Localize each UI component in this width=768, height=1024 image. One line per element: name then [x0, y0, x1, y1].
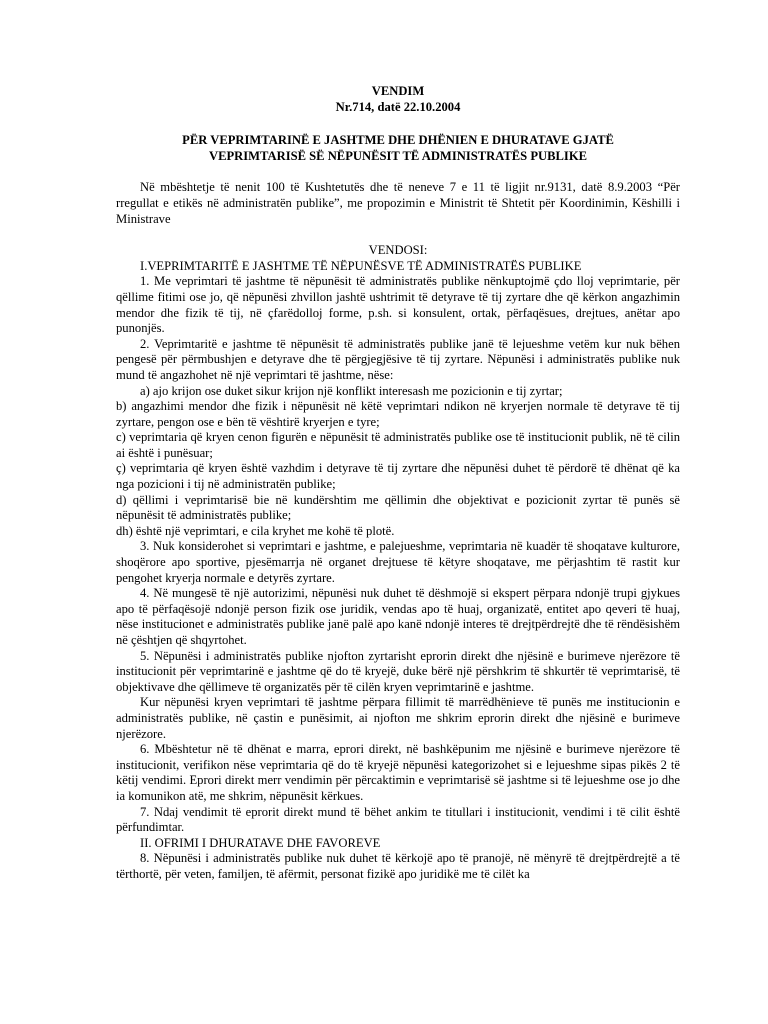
paragraph-2-a: a) ajo krijon ose duket sikur krijon një konflikt interesash me pozicionin e tij zyrtar; — [140, 383, 563, 398]
paragraph-2-c: c) veprimtaria që kryen cenon figurën e nëpunësit të administratës publike ose të institucionit publik, në të cilin ai është i punësuar; — [116, 430, 680, 460]
document-subject — [116, 133, 680, 164]
paragraph-2-dh: dh) është një veprimtari, e cila kryhet me kohë të plotë. — [116, 523, 395, 538]
paragraph-8: 8. Nëpunësi i administratës publike nuk duhet të kërkojë apo të pranojë, në mënyrë të drejtpërdrejtë a të tërthortë, për veten, familjen, të afërmit, personat fizikë apo juridikë me të cilët ka — [116, 851, 680, 881]
preamble-paragraph: Në mbështetje të nenit 100 të Kushtetutës dhe të neneve 7 e 11 të ligjit nr.9131, datë 8.9.2003 “Për rregullat e etikës në administratën publike”, me propozimin e Ministrit të Shtetit për Koordinimin, Këshilli i Ministrave — [116, 180, 680, 226]
document-body — [116, 84, 680, 883]
document-header — [116, 84, 680, 115]
paragraph-3: 3. Nuk konsiderohet si veprimtari e jashtme, e palejueshme, veprimtaria në kuadër të shoqatave kulturore, shoqërore apo sportive, pjesëmarrja në organet drejtuese të këtyre shoqatave, me përjashtim të rastit kur pengohet kryerja normale e detyrës zyrtare. — [116, 539, 680, 585]
paragraph-2-d: d) qëllimi i veprimtarisë bie në kundërshtim me qëllimin dhe objektivat e pozicionit zyrtar të punës së nëpunësit të administratës publike; — [116, 492, 680, 523]
paragraph-4: 4. Në mungesë të një autorizimi, nëpunësi nuk duhet të dëshmojë si ekspert përpara ndonjë trupi gjykues apo të përfaqësojë ndonjë person fizik ose juridik, vendas apo të huaj, organizatë, entitet apo qeveri të huaj, nëse institucionet e administratës publike janë palë apo kanë ndonjë interes të drejtpërdrejtë dhe të rëndësishëm në çështjen që shqyrtohet. — [116, 586, 680, 647]
paragraph-5: 5. Nëpunësi i administratës publike njofton zyrtarisht eprorin direkt dhe njësinë e burimeve njerëzore të institucionit për veprimtarinë e jashtme që do të kryejë, duke bërë një përshkrim të shkurtër të veprimtarisë, të objektivave dhe qëllimeve të organizatës për të cilën kryen veprimtarinë e jashtme. — [116, 648, 680, 694]
subject-line-2: VEPRIMTARISË SË NËPUNËSIT TË ADMINISTRATËS PUBLIKE — [208, 148, 588, 163]
decides-label: VENDOSI: — [368, 243, 428, 258]
section-1-heading: I.VEPRIMTARITË E JASHTME TË NËPUNËSVE TË ADMINISTRATËS PUBLIKE — [140, 258, 582, 273]
paragraph-2: 2. Veprimtaritë e jashtme të nëpunësit të administratës publike janë të lejueshme vetëm kur nuk bëhen pengesë për përmbushjen e detyrave dhe të përgjegjësive të tij zyrtare. Nëpunësi i administratës publike nuk mund të angazhohet në një veprimtari të jashtme, nëse: — [116, 336, 680, 382]
document-title: VENDIM — [371, 84, 425, 98]
document-number: Nr.714, datë 22.10.2004 — [335, 99, 461, 114]
section-2-heading: II. OFRIMI I DHURATAVE DHE FAVOREVE — [140, 835, 381, 850]
paragraph-7: 7. Ndaj vendimit të eprorit direkt mund të bëhet ankim te titullari i institucionit, vendimi i të cilit është përfundimtar. — [116, 804, 680, 835]
paragraph-2-cc: ç) veprimtaria që kryen është vazhdim i detyrave të tij zyrtare dhe nëpunësi duhet të përdorë të dhënat që ka nga pozicioni i tij në administratën publike; — [116, 461, 680, 492]
paragraph-6: 6. Mbështetur në të dhënat e marra, eprori direkt, në bashkëpunim me njësinë e burimeve njerëzore të institucionit, verifikon nëse veprimtaria që do të kryejë nëpunësi kategorizohet si e lejueshme sipas pikës 2 të këtij vendimi. Eprori direkt merr vendimin për përcaktimin e veprimtarisë së jashtme si të lejueshme ose jo dhe ia komunikon atë, me shkrim, nëpunësit kërkues. — [116, 742, 680, 803]
paragraph-2-b: b) angazhimi mendor dhe fizik i nëpunësit në këtë veprimtari ndikon në kryerjen normale të detyrave të tij zyrtare, pengon ose e bën të vështirë kryerjen e tyre; — [116, 399, 680, 429]
subject-line-1: PËR VEPRIMTARINË E JASHTME DHE DHËNIEN E DHURATAVE GJATË — [182, 133, 614, 148]
paragraph-1: 1. Me veprimtari të jashtme të nëpunësit të administratës publike nënkuptojmë çdo lloj veprimtarie, për qëllime fitimi ose jo, që nëpunësi zhvillon jashtë ushtrimit të detyrave të tij zyrtare dhe që kërkon angazhimin mendor dhe fizik të tij, në çfarëdolloj forme, p.sh. si konsulent, ortak, përfaqësues, drejtues, anëtar apo punonjës. — [116, 274, 680, 336]
paragraph-5-b: Kur nëpunësi kryen veprimtari të jashtme përpara fillimit të marrëdhënieve të punës me institucionin e administratës publike, në çastin e punësimit, ai njofton me shkrim eprorin direkt dhe njësinë e burimeve njerëzore. — [116, 695, 680, 741]
